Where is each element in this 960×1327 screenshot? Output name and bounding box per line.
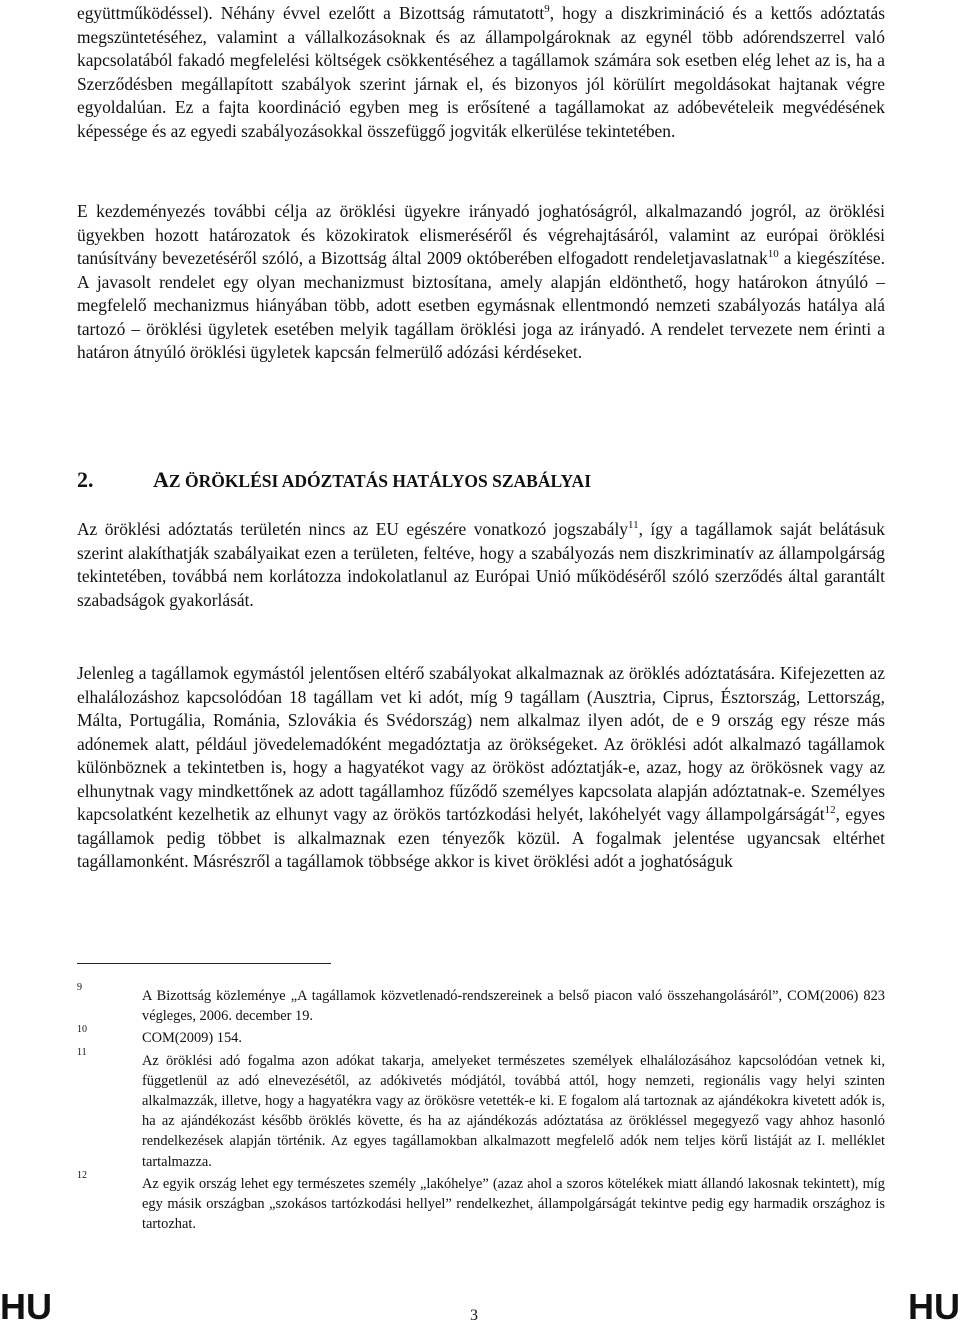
heading-initial: A xyxy=(153,467,169,492)
body-paragraph xyxy=(77,200,885,365)
footnote-text: A Bizottság közleménye „A tagállamok közvetlenadó-rendszereinek a belső piacon való összehangolásáról”, COM(2006) 823 végleges, 2006. december 19. xyxy=(142,988,885,1025)
heading-text: Z xyxy=(168,471,181,491)
paragraph-text: együttműködéssel). Néhány évvel ezelőtt a Bizottság rámutatott xyxy=(77,3,545,23)
page-number: 3 xyxy=(470,1307,478,1324)
footnote xyxy=(77,982,885,1026)
paragraph-text: , így a tagállamok saját belátásuk szerint alakíthatják szabályaikat ezen a területen, feltéve, hogy a szabályozás nem diszkriminatív az állampolgárság tekintetében, továbbá nem korlátozza indokolatlanul az Európai Unió működéséről szóló szerződés által garantált szabadságok gyakorlását. xyxy=(77,519,886,610)
language-code-left: HU xyxy=(0,1286,52,1327)
footnote-reference[interactable]: 12 xyxy=(824,804,836,817)
paragraph-text: E kezdeményezés további célja az öröklési ügyekre irányadó joghatóságról, alkalmazandó jogról, az öröklési ügyekben hozott határozatok és közokiratok elismeréséről és végrehajtásáról, valamint az európai öröklési tanúsítvány bevezetéséről szóló, a Bizottság által 2009 októberében elfogadott rendeletjavaslatnak xyxy=(77,201,885,268)
footnote-text: COM(2009) 154. xyxy=(142,1030,242,1047)
language-code-right: HU xyxy=(908,1286,960,1327)
paragraph-text: , hogy a diszkrimináció és a kettős adóztatás megszüntetéséhez, valamint a vállalkozásoknak és az állampolgároknak az egynél több adórendszerrel való kapcsolatából fakadó megfelelési költségek csökkentéséhez a tagállamok számára sok esetben elég lehet az is, ha a Szerződésben megállapított szabályok szerint járnak el, és bizonyos jól körülírt megoldásokat hajtanak végre egyoldalúan. Ez a fajta koordináció egyben meg is erősítené a tagállamokat az adóbevételeik megvédésének képessége és az egyedi szabályozásokkal összefüggő jogviták elkerülése tekintetében. xyxy=(77,3,885,141)
footnote-number: 11 xyxy=(77,1046,87,1058)
paragraph-text: Az öröklési adóztatás területén nincs az EU egészére vonatkozó jogszabály xyxy=(77,519,628,539)
footnote-reference[interactable]: 11 xyxy=(628,519,639,532)
footnote-reference[interactable]: 10 xyxy=(767,248,779,261)
footnote-reference[interactable]: 9 xyxy=(544,3,550,16)
page-footer xyxy=(0,1287,960,1327)
footnotes xyxy=(77,982,885,1234)
footnote-number: 9 xyxy=(77,982,82,993)
footnote-text: Az egyik ország lehet egy természetes személy „lakóhelye” (azaz ahol a szoros kötelékek miatt állandó lakosnak tekintett), míg egy másik országban „szokásos tartózkodási hellyel” rendelkezhet, állampolgárságát tekintve pedig egy harmadik országhoz is tartozhat. xyxy=(142,1175,885,1233)
footnote xyxy=(77,1046,885,1172)
footnote xyxy=(77,1024,885,1048)
footnote-text: Az öröklési adó fogalma azon adókat takarja, amelyeket természetes személyek elhalálozásához kapcsolódóan vetnek ki, függetlenül az adó elnevezésétől, az adókivetés módjától, továbbá attól, hogy nemzeti, regionális vagy helyi szinten alkalmazzák, illetve, hogy a hagyatékra vagy az örökösre vetették-e ki. E fogalom alá tartoznak az ajándékokra kivetett adók is, ha az ajándékozást később öröklés követte, és ha az ajándékozás adóztatása az örökléssel megegyező vagy ahhoz hasonló rendelkezések alapján történik. Az egyes tagállamokban alkalmazott megfelelő adók nem teljes körű listáját az I. melléklet tartalmazza. xyxy=(142,1052,885,1170)
body-paragraph xyxy=(77,662,885,874)
paragraph-text: Jelenleg a tagállamok egymástól jelentősen eltérő szabályokat alkalmaznak az öröklés adóztatására. Kifejezetten az elhalálozáshoz kapcsolódóan 18 tagállam vet ki adót, míg 9 tagállam (Ausztria, Ciprus, Észtország, Lettország, Málta, Portugália, Románia, Szlovákia és Svédország) nem alkalmaz ilyen adót, de e 9 ország egy része más adónemek alatt, például jövedelemadóként megadóztatja az örökségeket. Az öröklési adót alkalmazó tagállamok különböznek a tekintetben is, hogy a hagyatékot vagy az örököst adóztatják-e, azaz, hogy az örökösnek vagy az elhunytnak vagy mindkettőnek az adott tagállamhoz fűződő személyes kapcsolata alapján adóztatnak-e. Személyes kapcsolatként kezelhetik az elhunyt vagy az örökös tartózkodási helyét, lakóhelyét vagy állampolgárságát xyxy=(77,663,885,824)
section-heading xyxy=(77,466,885,495)
heading-text: ÖRÖKLÉSI ADÓZTATÁS HATÁLYOS SZABÁLYAI xyxy=(180,471,591,491)
footnote-number: 12 xyxy=(77,1169,87,1181)
body-paragraph xyxy=(77,518,885,612)
body-paragraph xyxy=(77,2,885,143)
paragraph-text: , egyes tagállamok pedig többet is alkalmaznak ezen tényezők közül. A fogalmak jelentése ugyancsak eltérhet tagállamonként. Másrészről a tagállamok többsége akkor is kivet öröklési adót a joghatóságuk xyxy=(77,804,885,871)
footnote-separator xyxy=(77,963,331,964)
section-number: 2. xyxy=(77,467,94,492)
footnote xyxy=(77,1169,885,1235)
footnote-number: 10 xyxy=(77,1024,87,1036)
paragraph-text: a kiegészítése. A javasolt rendelet egy olyan mechanizmust biztosítana, amely alapján eldönthető, hogy határokon átnyúló – megfelelő mechanizmus hiányában több, adott esetben egymásnak ellentmondó nemzeti szabályozás hatálya alá tartozó – öröklési ügyletek esetében melyik tagállam öröklési joga az irányadó. A rendelet tervezete nem érinti a határon átnyúló öröklési ügyletek kapcsán felmerülő adózási kérdéseket. xyxy=(77,248,885,362)
